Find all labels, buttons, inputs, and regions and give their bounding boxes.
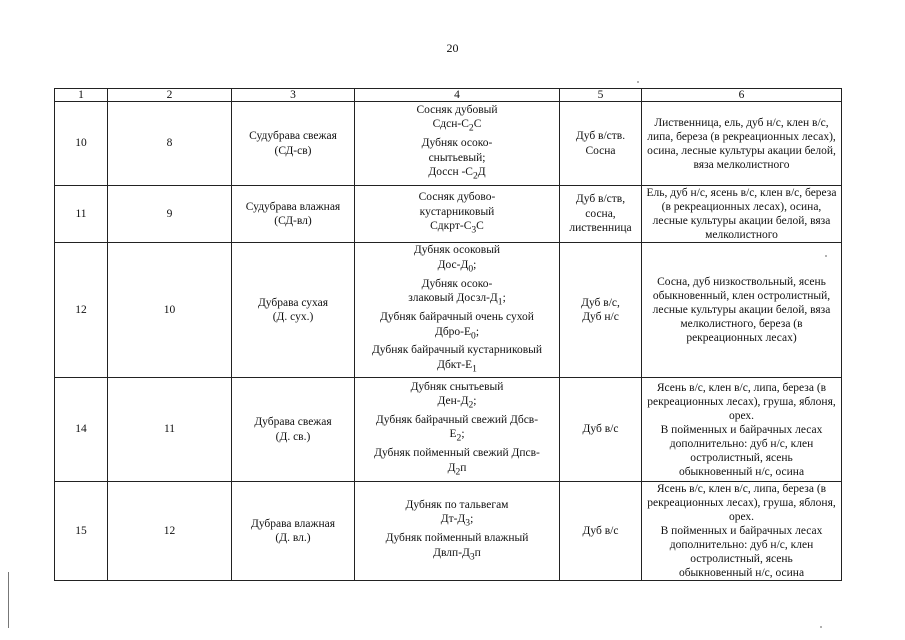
forest-type-code: (СД-св): [274, 144, 312, 157]
scan-speck: [637, 81, 639, 83]
column-header: 1: [55, 89, 108, 102]
main-species-cell: Дуб в/ств. Сосна: [560, 102, 642, 186]
forest-type-cell: [232, 378, 355, 482]
type-number-cell: 9: [108, 186, 232, 243]
type-number-cell: 8: [108, 102, 232, 186]
main-species-cell: Дуб в/с: [560, 378, 642, 482]
forest-types-table: [54, 88, 842, 581]
stand-name: Дубняк осоко-: [421, 137, 493, 150]
row-number-cell: 11: [55, 186, 108, 243]
row-number-cell: 12: [55, 243, 108, 378]
forest-type-code: (Д. сух.): [272, 311, 314, 323]
stand-name: Дубняк байрачный свежий Дбсв-: [375, 413, 539, 426]
column-header: 3: [232, 89, 355, 102]
stand-code: $Дт-Д_3$;: [440, 513, 474, 529]
forest-type-name: Дубрава влажная: [250, 517, 336, 530]
stand-code: Сдсн-$С_2С$: [432, 118, 482, 134]
forest-stand-cell: [355, 243, 560, 378]
type-number-cell: 11: [108, 378, 232, 482]
table-row: [55, 102, 842, 186]
forest-stand-cell: [355, 482, 560, 581]
stand-code: Дос-$Д_0$;: [437, 258, 477, 275]
row-number-cell: 14: [55, 378, 108, 482]
stand-name: Дубняк осоковый: [413, 244, 501, 257]
stand-code: $Д_2п$: [447, 461, 467, 477]
table-row: [55, 186, 842, 243]
stand-name: снытьевый;: [428, 151, 486, 164]
table-row: [55, 378, 842, 482]
associated-species-cell: Ель, дуб н/с, ясень в/с, клен в/с, береза (в рекреационных лесах), осина, лесные культуры акации белой, вяза мелколистного: [642, 186, 842, 243]
forest-type-cell: [232, 243, 355, 378]
type-number-cell: 12: [108, 482, 232, 581]
forest-type-code: (Д. вл.): [275, 532, 311, 544]
associated-species-cell: Ясень в/с, клен в/с, липа, береза (в рекреационных лесах), груша, яблоня, орех. В пойменных и байрачных лесах дополнительно: дуб н/с, клен остролистный, ясень обыкновенный н/с, осина: [642, 482, 842, 581]
stand-code: Ден-$Д_2$;: [437, 395, 477, 411]
forest-type-cell: [232, 186, 355, 243]
stand-name: Дубняк байрачный кустарниковый: [371, 344, 543, 357]
scan-speck: [820, 626, 822, 628]
stand-name: Дубняк пойменный свежий Дпсв-: [374, 447, 540, 460]
associated-species-cell: Сосна, дуб низкоствольный, ясень обыкновенный, клен остролистный, лесные культуры акации белой, вяза мелколистного, береза (в рекреационных лесах): [642, 243, 842, 378]
table-row: [55, 243, 842, 378]
stand-code: Дбро-$Е_0$;: [434, 325, 480, 341]
stand-name: Дубняк пойменный влажный: [385, 532, 529, 544]
stand-code: $Е_2$;: [449, 428, 465, 444]
type-number-cell: 10: [108, 243, 232, 378]
forest-stand-cell: [355, 186, 560, 243]
table-row: [55, 482, 842, 581]
forest-type-code: (СД-вл): [274, 215, 312, 227]
stand-name: Сосняк дубовый: [416, 103, 498, 116]
forest-type-code: (Д. св.): [275, 430, 311, 443]
table-header-row: [55, 89, 842, 102]
stand-name: Сосняк дубово-: [418, 191, 496, 204]
forest-type-name: Судубрава свежая: [249, 130, 337, 142]
column-header: 4: [355, 89, 560, 102]
row-number-cell: 10: [55, 102, 108, 186]
main-species-cell: Дуб в/ств, сосна, лиственница: [560, 186, 642, 243]
stand-code: злаковый Досзл-$Д_1$;: [408, 292, 506, 308]
stand-code: Дбкт-$Е_1$: [437, 358, 477, 375]
forest-stand-cell: [355, 102, 560, 186]
forest-stand-cell: [355, 378, 560, 482]
forest-type-cell: [232, 482, 355, 581]
main-species-cell: Дуб в/с, Дуб н/с: [560, 243, 642, 378]
scan-edge-line: [8, 572, 9, 628]
stand-code: Сдкрт-$С_3С$: [430, 220, 484, 236]
forest-type-name: Дубрава сухая: [257, 296, 329, 309]
stand-code: Доссн $-С_2Д$: [428, 166, 486, 182]
stand-name: кустарниковый: [419, 205, 495, 218]
column-header: 5: [560, 89, 642, 102]
associated-species-cell: Ясень в/с, клен в/с, липа, береза (в рекреационных лесах), груша, яблоня, орех. В пойменных и байрачных лесах дополнительно: дуб н/с, клен остролистный, ясень обыкновенный н/с, осина: [642, 378, 842, 482]
scan-speck: [825, 255, 827, 257]
stand-name: Дубняк снытьевый: [410, 380, 504, 393]
forest-type-cell: [232, 102, 355, 186]
row-number-cell: 15: [55, 482, 108, 581]
forest-type-name: Судубрава влажная: [245, 200, 341, 213]
stand-name: Дубняк осоко-: [421, 277, 493, 290]
stand-name: Дубняк байрачный очень сухой: [380, 311, 534, 323]
forest-type-name: Дубрава свежая: [254, 416, 332, 428]
main-species-cell: Дуб в/с: [560, 482, 642, 581]
stand-code: Двлп-$Д_3п$: [433, 546, 481, 562]
page-number: 20: [446, 41, 459, 55]
associated-species-cell: Лиственница, ель, дуб н/с, клен в/с, липа, береза (в рекреационных лесах), осина, лесные культуры акации белой, вяза мелколистного: [642, 102, 842, 186]
column-header: 6: [642, 89, 842, 102]
column-header: 2: [108, 89, 232, 102]
stand-name: Дубняк по тальвегам: [405, 498, 509, 511]
